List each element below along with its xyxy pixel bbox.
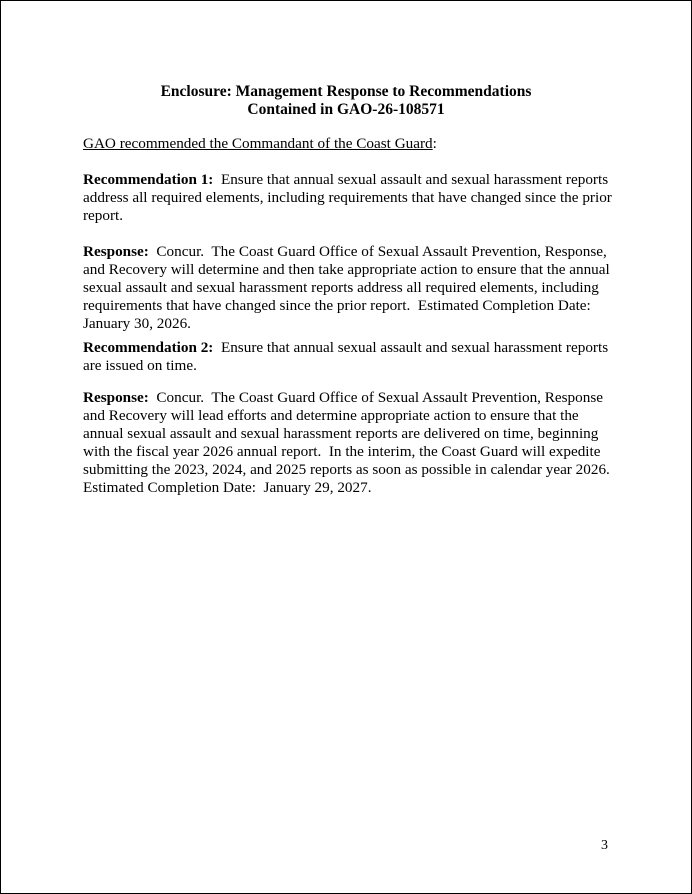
recommendation-1-text: Ensure that annual sexual assault and sexual harassment reports address all required elements, including requirements that have changed since the prior report. <box>83 171 616 224</box>
intro-colon: : <box>432 135 437 152</box>
recommendation-1-label: Recommendation 1: <box>83 171 214 188</box>
response-1-text: Concur. The Coast Guard Office of Sexual Assault Prevention, Response, and Recovery will determine and then take appropriate action to ensure that the annual sexual assault and sexual harassment reports address all required elements, including requirements that have changed since the prior report. Estimated Completion Date: January 30, 2026. <box>83 243 614 332</box>
recommendation-2-label: Recommendation 2: <box>83 339 214 356</box>
title-line-2: Contained in GAO-26-108571 <box>247 101 445 118</box>
response-2-text: Concur. The Coast Guard Office of Sexual Assault Prevention, Response and Recovery will lead efforts and determine appropriate action to ensure that the annual sexual assault and sexual harassment reports are delivered on time, beginning with the fiscal year 2026 annual report. In the interim, the Coast Guard will expedite submitting the 2023, 2024, and 2025 reports as soon as possible in calendar year 2026. Estimated Completion Date: January 29, 2027. <box>83 389 618 496</box>
page-title <box>1 83 691 119</box>
page-number: 3 <box>601 838 608 853</box>
response-2-label: Response: <box>83 389 149 406</box>
response-1 <box>83 243 618 333</box>
recommendation-1 <box>83 171 618 225</box>
response-1-label: Response: <box>83 243 149 260</box>
intro-paragraph <box>83 135 618 153</box>
response-2 <box>83 389 618 497</box>
intro-text: GAO recommended the Commandant of the Coast Guard <box>83 135 433 152</box>
recommendation-2-text: Ensure that annual sexual assault and sexual harassment reports are issued on time. <box>83 339 612 374</box>
title-line-1: Enclosure: Management Response to Recommendations <box>160 83 532 100</box>
recommendation-2 <box>83 339 618 375</box>
